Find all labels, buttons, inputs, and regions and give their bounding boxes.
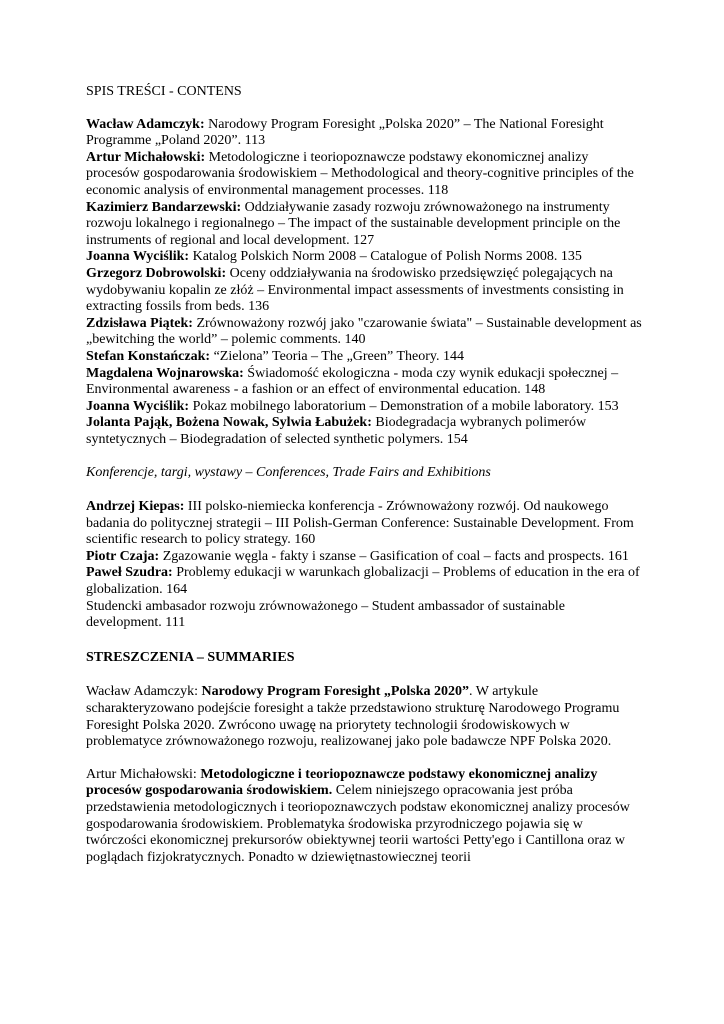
entry-author: Joanna Wyciślik:	[86, 398, 190, 414]
document-page	[86, 84, 642, 882]
toc-heading: SPIS TREŚCI - CONTENS	[86, 84, 242, 99]
summary-paragraph	[86, 684, 642, 750]
entry-text: III polsko-niemiecka konferencja - Zrównoważony rozwój. Od naukowego badania do politycznej strategii – III Polish-German Conference: Sustainable Development. From scientific research to policy strategy. 160	[86, 499, 634, 548]
toc-entry	[86, 366, 642, 399]
conference-list	[86, 499, 642, 632]
entry-text: Biodegradacja wybranych polimerów syntetycznych – Biodegradation of selected synthetic polymers. 154	[86, 415, 587, 447]
summary-text: . W artykule scharakteryzowano podejście foresight a także przedstawiono strukturę Narodowego Programu Foresight Polska 2020. Zwrócono uwagę na priorytety technologii środowiskowych w problematyce zrównoważonego rozwoju, realizowanej jako pole badawcze NPF Polska 2020.	[86, 684, 620, 750]
conference-entry	[86, 599, 642, 632]
entry-text: Oddziaływanie zasady rozwoju zrównoważonego na instrumenty rozwoju lokalnego i regionalnego – The impact of the sustainable development principle on the instruments of regional and local development. 127	[86, 199, 621, 248]
entry-author: Kazimierz Bandarzewski:	[86, 199, 242, 215]
summary-author: Wacław Adamczyk:	[86, 684, 202, 700]
summary-title: Metodologiczne i teoriopoznawcze podstawy ekonomicznej analizy procesów gospodarowania środowiskiem.	[86, 766, 598, 799]
conference-entry	[86, 549, 642, 566]
summary-text: Celem niniejszego opracowania jest próba przedstawienia metodologicznych i teoriopoznawczych podstaw ekonomicznej analizy procesów gospodarowania środowiskiem. Problematyka środowiska przyrodniczego pojawia się w twórczości ekonomicznej prekursorów obiektywnej teorii wartości Petty'ego i Cantillona oraz w poglądach fizjokratycznych. Ponadto w dziewiętnastowiecznej teorii	[86, 783, 630, 865]
entry-text: Pokaz mobilnego laboratorium – Demonstration of a mobile laboratory. 153	[189, 398, 619, 414]
entry-text: Świadomość ekologiczna - moda czy wynik edukacji społecznej – Environmental awareness - a fashion or an effect of environmental education. 148	[86, 365, 619, 398]
entry-author: Stefan Konstańczak:	[86, 348, 211, 364]
summary-paragraph	[86, 767, 642, 867]
entry-author: Paweł Szudra:	[86, 565, 173, 581]
entry-author: Zdzisława Piątek:	[86, 315, 193, 331]
entry-text: Katalog Polskich Norm 2008 – Catalogue of Polish Norms 2008. 135	[189, 249, 582, 265]
entry-author: Joanna Wyciślik:	[86, 249, 190, 265]
entry-author: Artur Michałowski:	[86, 149, 206, 165]
toc-entry	[86, 349, 642, 366]
toc-entry	[86, 249, 642, 266]
toc-list	[86, 117, 642, 449]
toc-entry	[86, 415, 642, 448]
conferences-heading: Konferencje, targi, wystawy – Conferences, Trade Fairs and Exhibitions	[86, 465, 491, 481]
entry-text: Problemy edukacji w warunkach globalizacji – Problems of education in the era of globalization. 164	[86, 565, 640, 598]
entry-text: Narodowy Program Foresight „Polska 2020” – The National Foresight Programme „Poland 2020”. 113	[86, 116, 604, 149]
summaries-heading: STRESZCZENIA – SUMMARIES	[86, 649, 295, 665]
entry-author: Andrzej Kiepas:	[86, 499, 185, 515]
entry-text: Metodologiczne i teoriopoznawcze podstawy ekonomicznej analizy procesów gospodarowania środowiskiem – Methodological and theory-cognitive principles of the economic analysis of environmental management processes. 118	[86, 149, 634, 198]
entry-text: Oceny oddziaływania na środowisko przedsięwzięć polegających na wydobywaniu kopalin ze złóż – Environmental impact assessments of investments consisting in extracting fossils from beds. 136	[86, 265, 624, 315]
entry-author: Grzegorz Dobrowolski:	[86, 265, 227, 281]
entry-text: “Zielona” Teoria – The „Green” Theory. 144	[210, 348, 464, 364]
entry-author: Jolanta Pająk, Bożena Nowak, Sylwia Łabużek:	[86, 415, 372, 431]
entry-text: Studencki ambasador rozwoju zrównoważonego – Student ambassador of sustainable development. 111	[86, 598, 565, 631]
toc-entry	[86, 200, 642, 250]
toc-entry	[86, 399, 642, 416]
entry-author: Magdalena Wojnarowska:	[86, 365, 244, 381]
toc-entry	[86, 117, 642, 150]
summary-author: Artur Michałowski:	[86, 766, 201, 782]
conference-entry	[86, 565, 642, 598]
summary-title: Narodowy Program Foresight „Polska 2020”	[201, 684, 470, 700]
entry-text: Zgazowanie węgla - fakty i szanse – Gasification of coal – facts and prospects. 161	[159, 548, 629, 564]
entry-author: Wacław Adamczyk:	[86, 116, 205, 132]
toc-entry	[86, 150, 642, 200]
conference-entry	[86, 499, 642, 549]
entry-author: Piotr Czaja:	[86, 548, 160, 564]
toc-entry	[86, 316, 642, 349]
toc-entry	[86, 266, 642, 316]
entry-text: Zrównoważony rozwój jako "czarowanie świata" – Sustainable development as „bewitching the world” – polemic comments. 140	[86, 315, 642, 348]
